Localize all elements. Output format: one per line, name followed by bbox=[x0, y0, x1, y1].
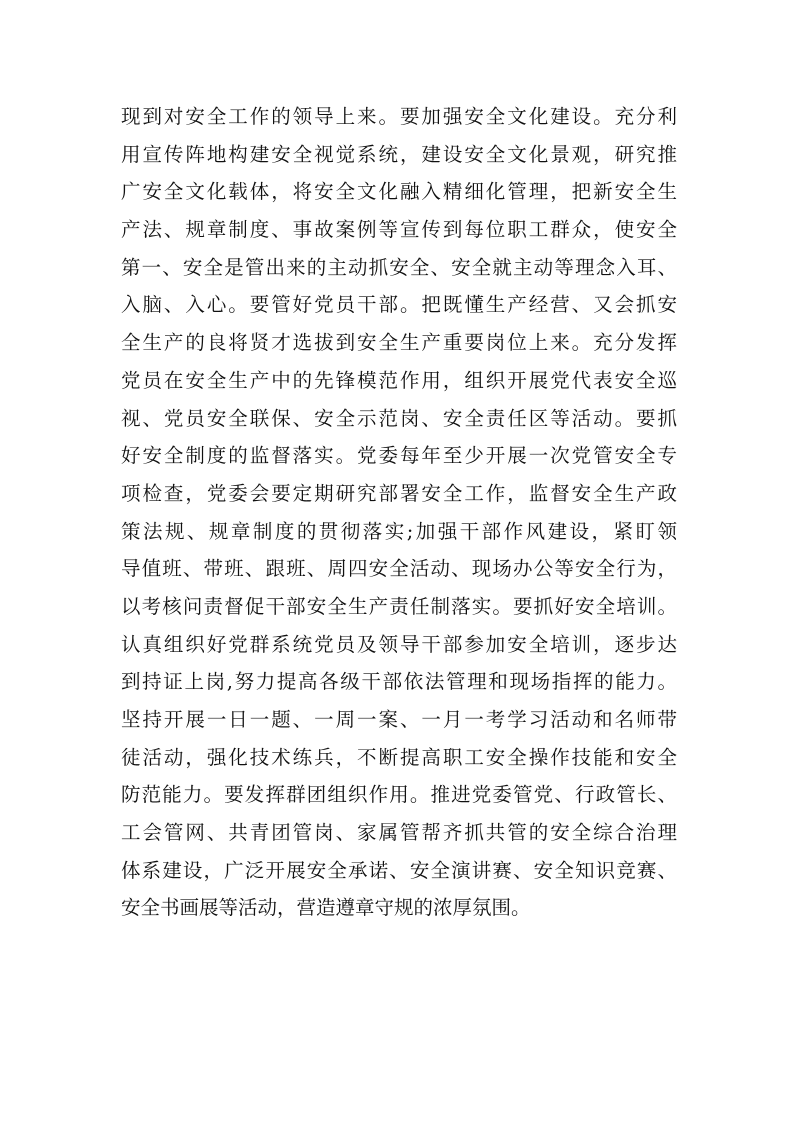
text-line: 导值班、带班、跟班、周四安全活动、现场办公等安全行为， bbox=[121, 557, 677, 581]
text-line-last: 安全书画展等活动，营造遵章守规的浓厚氛围。 bbox=[121, 896, 531, 920]
text-line: 认真组织好党群系统党员及领导干部参加安全培训，逐步达 bbox=[121, 632, 677, 656]
text-line: 好安全制度的监督落实。党委每年至少开展一次党管安全专 bbox=[121, 444, 677, 468]
text-line: 广安全文化载体，将安全文化融入精细化管理，把新安全生 bbox=[121, 180, 677, 204]
text-line: 体系建设，广泛开展安全承诺、安全演讲赛、安全知识竞赛、 bbox=[121, 858, 677, 882]
text-line: 徒活动，强化技术练兵，不断提高职工安全操作技能和安全 bbox=[121, 745, 677, 769]
text-line: 防范能力。要发挥群团组织作用。推进党委管党、行政管长、 bbox=[121, 783, 677, 807]
text-line: 视、党员安全联保、安全示范岗、安全责任区等活动。要抓 bbox=[121, 406, 677, 430]
text-line: 全生产的良将贤才选拔到安全生产重要岗位上来。充分发挥 bbox=[121, 331, 677, 355]
text-line: 策法规、规章制度的贯彻落实;加强干部作风建设，紧盯领 bbox=[121, 519, 677, 543]
text-line: 产法、规章制度、事故案例等宣传到每位职工群众，使安全 bbox=[121, 218, 677, 242]
text-line: 坚持开展一日一题、一周一案、一月一考学习活动和名师带 bbox=[121, 708, 677, 731]
text-line: 以考核问责督促干部安全生产责任制落实。要抓好安全培训。 bbox=[121, 594, 677, 618]
text-line: 项检查，党委会要定期研究部署安全工作，监督安全生产政 bbox=[121, 481, 677, 505]
text-line: 到持证上岗,努力提高各级干部依法管理和现场指挥的能力。 bbox=[121, 670, 677, 694]
text-line: 用宣传阵地构建安全视觉系统，建设安全文化景观，研究推 bbox=[121, 142, 677, 166]
text-line: 党员在安全生产中的先锋模范作用，组织开展党代表安全巡 bbox=[121, 368, 677, 392]
body-paragraph bbox=[121, 98, 677, 927]
text-line: 现到对安全工作的领导上来。要加强安全文化建设。充分利 bbox=[121, 105, 677, 128]
text-line: 工会管网、共青团管岗、家属管帮齐抓共管的安全综合治理 bbox=[121, 821, 677, 845]
text-line: 第一、安全是管出来的主动抓安全、安全就主动等理念入耳、 bbox=[121, 255, 677, 279]
text-line: 入脑、入心。要管好党员干部。把既懂生产经营、又会抓安 bbox=[121, 293, 677, 317]
